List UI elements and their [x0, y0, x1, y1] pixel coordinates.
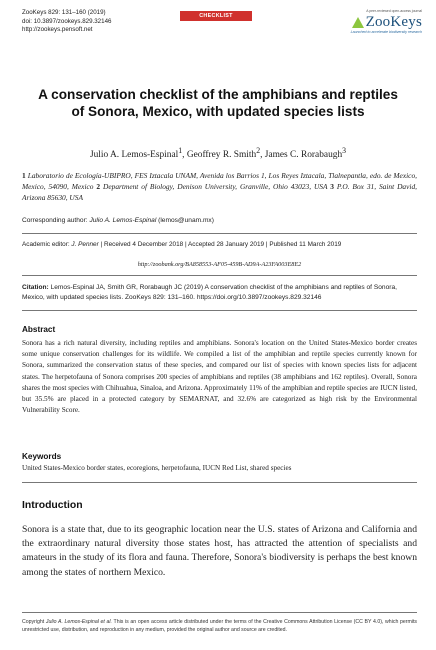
editor-label: Academic editor: [22, 241, 70, 248]
introduction-heading: Introduction [22, 500, 83, 511]
affiliations [22, 170, 417, 203]
journal-volume: ZooKeys 829: 131–160 (2019) [22, 9, 106, 16]
journal-header [22, 9, 422, 47]
author-name: James C. Rorabaugh [264, 150, 343, 161]
article-dates: Academic editor: J. Penner | Received 4 December 2018 | Accepted 28 January 2019 | Published 11 March 2019 [22, 241, 342, 248]
corresponding-author [22, 217, 417, 224]
leaf-icon [352, 17, 364, 28]
editor-name: J. Penner [71, 241, 99, 248]
copyright-text: This is an open access article distributed under the terms of the Creative Commons Attribution License (CC BY 4.0), which permits unrestricted use, distribution, and reproduction in any medium, provided the original author and source are credited. [22, 619, 417, 633]
divider [22, 482, 417, 483]
keywords-heading: Keywords [22, 452, 62, 461]
citation-text: Lemos-Espinal JA, Smith GR, Rorabaugh JC (2019) A conservation checklist of the amphibians and reptiles of Sonora, Mexico, with updated species lists. ZooKeys 829: 131–160. https://doi.org/10.3897/zookeys.829.32146 [22, 284, 397, 301]
divider [22, 233, 417, 234]
published-date: Published 11 March 2019 [269, 241, 342, 248]
author-affil-sup: 1 [178, 146, 183, 155]
citation [22, 283, 417, 303]
divider [22, 612, 417, 613]
copyright-author: Julio A. Lemos-Espinal et al. [45, 619, 112, 625]
received-date: Received 4 December 2018 [103, 241, 184, 248]
divider [22, 275, 417, 276]
affil-number: 1 [22, 171, 26, 180]
corresponding-name: Julio A. Lemos-Espinal [89, 217, 157, 224]
accepted-date: Accepted 28 January 2019 [188, 241, 265, 248]
author-name: Geoffrey R. Smith [186, 150, 257, 161]
keywords-text: United States-Mexico border states, ecoregions, herpetofauna, IUCN Red List, shared species [22, 464, 292, 472]
affil-number: 2 [96, 182, 101, 191]
affil-text: P.O. Box 31, Saint David, Arizona 85630, USA [22, 182, 417, 202]
abstract-text: Sonora has a rich natural diversity, including reptiles and amphibians. Sonora's location on the United States-Mexico border creates some unique conservation challenges for its wildlife. We compiled a list of the amphibian and reptile species currently known for Sonora, summarized the conservation status of these species, and compared our list of species with known species lists for adjacent states. The herpetofauna of Sonora comprises 200 species of amphibians and reptiles (38 amphibians and 162 reptiles). Overall, Sonora shares the most species with Chihuahua, Sinaloa, and Arizona. Approximately 11% of the amphibian and reptile species are IUCN listed, but 35.5% are placed in a protected category by SEMARNAT, and 32.6% are categorized as high risk by the Environmental Vulnerability Score. [22, 339, 417, 415]
article-title: A conservation checklist of the amphibians and reptiles of Sonora, Mexico, with updated species lists [38, 87, 398, 119]
journal-info [22, 9, 111, 35]
author-name: Julio A. Lemos-Espinal [89, 150, 179, 161]
logo-top-line: A peer-reviewed open-access journal [366, 9, 422, 13]
corresponding-label: Corresponding author: [22, 217, 88, 224]
doi-link[interactable]: doi: 10.3897/zookeys.829.32146 [22, 17, 112, 25]
author-affil-sup: 2 [256, 146, 261, 155]
copyright-label: Copyright [22, 619, 45, 625]
affil-text: Department of Biology, Denison University, Granville, Ohio 43023, USA [103, 182, 328, 191]
citation-label: Citation: [22, 284, 49, 291]
author-affil-sup: 3 [342, 146, 347, 155]
introduction-text: Sonora is a state that, due to its geographic location near the U.S. states of Arizona and California and the extraordinary natural diversity those states host, has attracted the attention of specialists and amateurs in the study of its flora and fauna. Therefore, Sonora's biodiversity is perhaps the best known among the states of northern Mexico. [22, 524, 417, 578]
logo-wordmark: ZooKeys [365, 14, 422, 30]
abstract-heading: Abstract [22, 325, 56, 334]
logo-mark [342, 14, 422, 30]
article-type-badge: CHECKLIST [180, 11, 252, 21]
zoobank-link[interactable]: http://zoobank.org/BA858553-AF05-459B-AD9A-A23FA003E8E2 [137, 261, 302, 268]
copyright-notice [22, 618, 417, 634]
affil-text: Laboratorio de Ecología-UBIPRO, FES Iztacala UNAM, Avenida los Barrios 1, Los Reyes Iztacala, Tlalnepantla, edo. de Mexico, Mexico, 54090, Mexico [22, 171, 417, 191]
author-list: Julio A. Lemos-Espinal$^1$, Geoffrey R. Smith$^2$, James C. Rorabaugh$^3$ [89, 146, 347, 161]
journal-url[interactable]: http://zookeys.pensoft.net [22, 26, 93, 34]
zookeys-logo [342, 9, 422, 35]
divider [22, 310, 417, 311]
logo-tagline: Launched to accelerate biodiversity research [350, 30, 422, 34]
corresponding-email[interactable]: (lemos@unam.mx) [158, 217, 214, 224]
affil-number: 3 [330, 182, 334, 191]
